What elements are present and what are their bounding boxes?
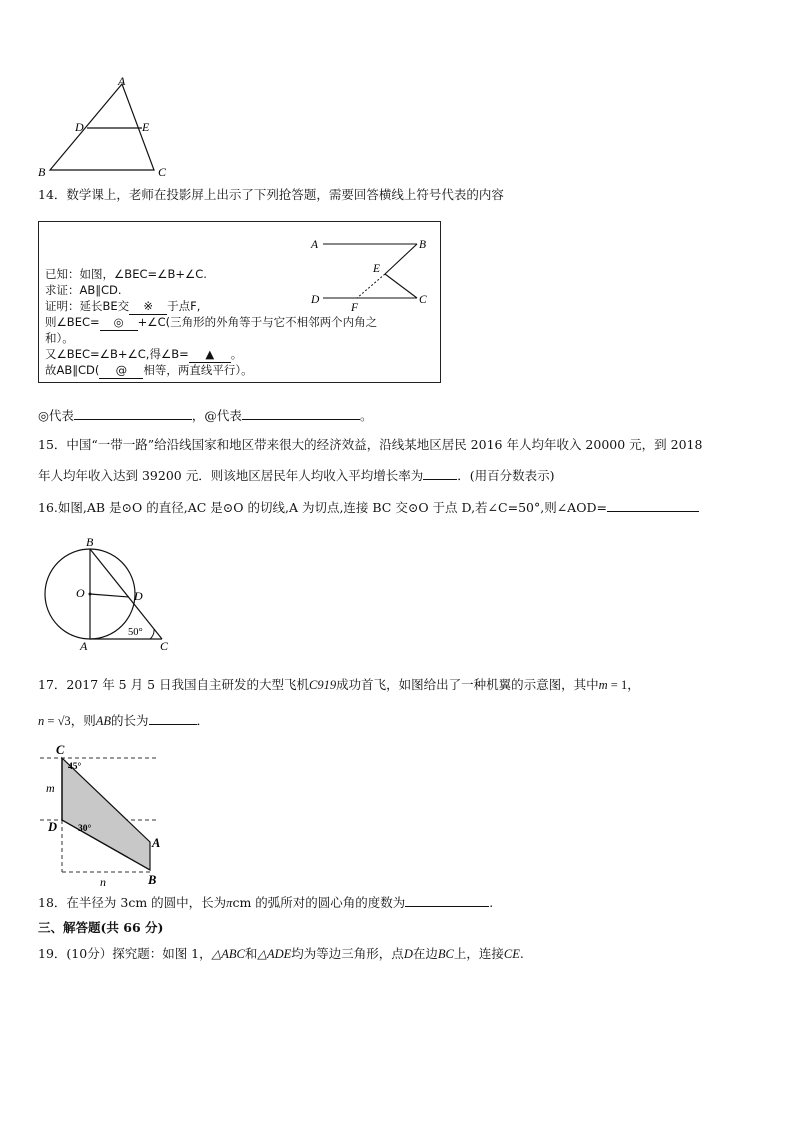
angle-label: 50° (128, 627, 143, 638)
proof-line-4: 又∠BEC=∠B+∠C,得∠B= ▲ 。 (45, 347, 243, 361)
symbol-triangle: ▲ (205, 347, 215, 361)
label-B: B (86, 535, 94, 549)
label-C: C (158, 165, 167, 179)
label-C: C (56, 743, 65, 757)
answer-blank[interactable] (423, 479, 457, 480)
label-E: E (373, 263, 381, 275)
answer-blank[interactable] (607, 511, 699, 512)
prove-line: 求证：AB∥CD. (45, 283, 122, 297)
parallel-lines-figure (309, 230, 439, 316)
wing-figure (38, 742, 178, 888)
label-E: E (142, 120, 150, 134)
answer-blank[interactable] (405, 906, 489, 907)
label-m: m (46, 781, 55, 795)
proof-line-2: 则∠BEC= ◎ +∠C(三角形的外角等于与它不相邻两个内角之 (45, 315, 378, 329)
proof-line-1: 证明：延长BE交 ※ 于点F, (45, 299, 201, 313)
question-19-text: 19．(10分）探究题：如图 1，△ABC和△ADE均为等边三角形，点D在边BC上，连接CE. (38, 946, 524, 961)
proof-line-5: 故AB∥CD( @ 相等，两直线平行）。 (45, 363, 253, 377)
label-C: C (419, 294, 427, 306)
proof-line-3: 和）。 (45, 331, 74, 345)
label-F: F (351, 302, 359, 314)
symbol-circle: ◎ (113, 315, 124, 329)
label-D: D (134, 589, 143, 603)
answer-blank-circle[interactable] (74, 419, 192, 420)
angle-45: 45° (68, 762, 82, 772)
symbol-x: ※ (143, 299, 153, 313)
answer-blank-at[interactable] (242, 419, 360, 420)
label-O: O (76, 586, 85, 600)
question-14-text: 14．数学课上，老师在投影屏上出示了下列抢答题，需要回答横线上符号代表的内容 (38, 187, 504, 202)
label-B: B (38, 165, 46, 179)
triangle-figure-q13 (34, 74, 174, 180)
label-A: A (80, 639, 88, 652)
section-title: 三、解答题(共 66 分) (38, 920, 164, 935)
answer-blank[interactable] (149, 724, 197, 725)
label-B: B (419, 239, 427, 251)
label-A: A (311, 239, 319, 251)
question-17-line-2: n = √3，则AB的长为 ． (38, 713, 210, 728)
label-D: D (75, 120, 84, 134)
question-18-text: 18．在半径为 3cm 的圆中，长为πcm 的弧所对的圆心角的度数为 . (38, 895, 494, 910)
label-C: C (160, 639, 169, 652)
question-15-line-1: 15．中国“一带一路”给沿线国家和地区带来很大的经济效益，沿线某地区居民 2016 年人均年收入 20000 元，到 2018 (38, 437, 703, 452)
question-14-box (38, 221, 441, 383)
label-D: D (48, 820, 58, 834)
question-16-text: 16.如图,AB 是⊙O 的直径,AC 是⊙O 的切线,A 为切点,连接 BC 交⊙O 于点 D,若∠C=50°,则∠AOD= (38, 499, 699, 517)
angle-30: 30° (78, 824, 92, 834)
question-14-answer: ◎代表 ，@代表 。 (38, 408, 373, 423)
circle-tangent-figure (42, 534, 182, 652)
label-B: B (148, 873, 157, 887)
label-n: n (100, 875, 106, 888)
label-A: A (118, 74, 126, 88)
question-15-line-2: 年人均年收入达到 39200 元．则该地区居民年人均收入平均增长率为 ．(用百分数表示) (38, 468, 555, 483)
given-line: 已知：如图，∠BEC=∠B+∠C. (45, 267, 207, 281)
question-17-line-1: 17．2017 年 5 月 5 日我国自主研发的大型飞机C919成功首飞，如图给出了一种机翼的示意图，其中m = 1， (38, 677, 640, 692)
label-A: A (152, 836, 161, 850)
symbol-at: @ (115, 363, 128, 377)
label-D: D (311, 294, 320, 306)
